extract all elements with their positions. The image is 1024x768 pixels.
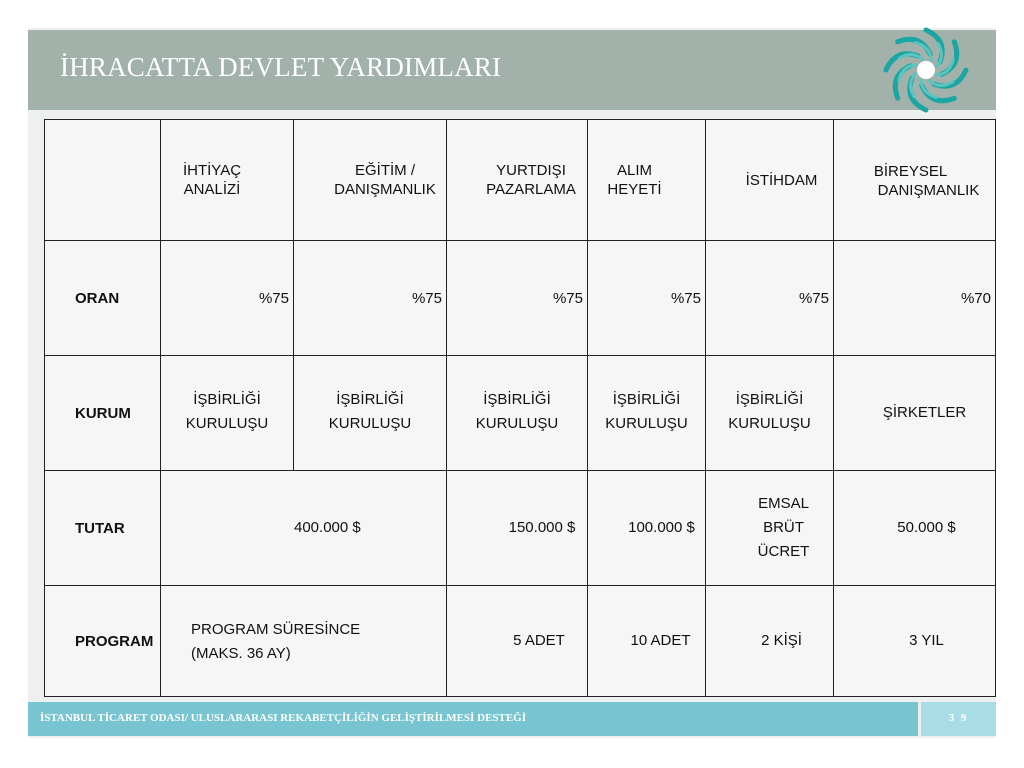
kurum-cell: İŞBİRLİĞİ KURULUŞU <box>588 356 706 471</box>
oran-value: %75 <box>447 241 588 356</box>
program-value: 5 ADET <box>447 586 588 697</box>
kurum-cell: İŞBİRLİĞİ KURULUŞU <box>294 356 447 471</box>
oran-value: %75 <box>161 241 294 356</box>
oran-value: %75 <box>706 241 834 356</box>
row-label-tutar: TUTAR <box>45 471 161 586</box>
header-egitim-danismanlik: EĞİTİM / DANIŞMANLIK <box>294 120 447 241</box>
footer-text: İSTANBUL TİCARET ODASI/ ULUSLARARASI REKABETÇİLİĞİN GELİŞTİRİLMESİ DESTEĞİ <box>40 712 526 724</box>
oran-value: %70 <box>834 241 996 356</box>
slide-title: İHRACATTA DEVLET YARDIMLARI <box>60 52 502 82</box>
header-istihdam: İSTİHDAM <box>706 120 834 241</box>
row-label-kurum: KURUM <box>45 356 161 471</box>
tutar-value: 150.000 $ <box>447 471 588 586</box>
program-value: 3 YIL <box>834 586 996 697</box>
kurum-cell-sirketler: ŞİRKETLER <box>834 356 996 471</box>
kurum-row <box>45 356 996 471</box>
header-row <box>45 120 996 241</box>
row-label-program: PROGRAM <box>45 586 161 697</box>
oran-value: %75 <box>588 241 706 356</box>
oran-row <box>45 241 996 356</box>
header-ihtiyac-analizi: İHTİYAÇ ANALİZİ <box>161 120 294 241</box>
itkib-star-logo-icon <box>878 24 974 116</box>
kurum-cell: İŞBİRLİĞİ KURULUŞU <box>706 356 834 471</box>
tutar-merged-spacer <box>161 471 294 586</box>
corner-cell <box>45 120 161 241</box>
tutar-value: 100.000 $ <box>588 471 706 586</box>
kurum-cell: İŞBİRLİĞİ KURULUŞU <box>161 356 294 471</box>
header-yurtdisi-pazarlama: YURTDIŞI PAZARLAMA <box>447 120 588 241</box>
program-value: 2 KİŞİ <box>706 586 834 697</box>
tutar-row <box>45 471 996 586</box>
oran-value: %75 <box>294 241 447 356</box>
program-row <box>45 586 996 697</box>
program-value: 10 ADET <box>588 586 706 697</box>
support-table <box>44 119 996 697</box>
tutar-value: 50.000 $ <box>834 471 996 586</box>
row-label-oran: ORAN <box>45 241 161 356</box>
tutar-merged-value: 400.000 $ <box>294 471 447 586</box>
header-alim-heyeti: ALIM HEYETİ <box>588 120 706 241</box>
header-bireysel-danismanlik: BİREYSEL DANIŞMANLIK <box>834 120 996 241</box>
program-merged-value: PROGRAM SÜRESİNCE (MAKS. 36 AY) <box>294 586 447 697</box>
tutar-emsal-brut-ucret: EMSAL BRÜT ÜCRET <box>706 471 834 586</box>
kurum-cell: İŞBİRLİĞİ KURULUŞU <box>447 356 588 471</box>
page-number: 3 9 <box>948 712 969 724</box>
